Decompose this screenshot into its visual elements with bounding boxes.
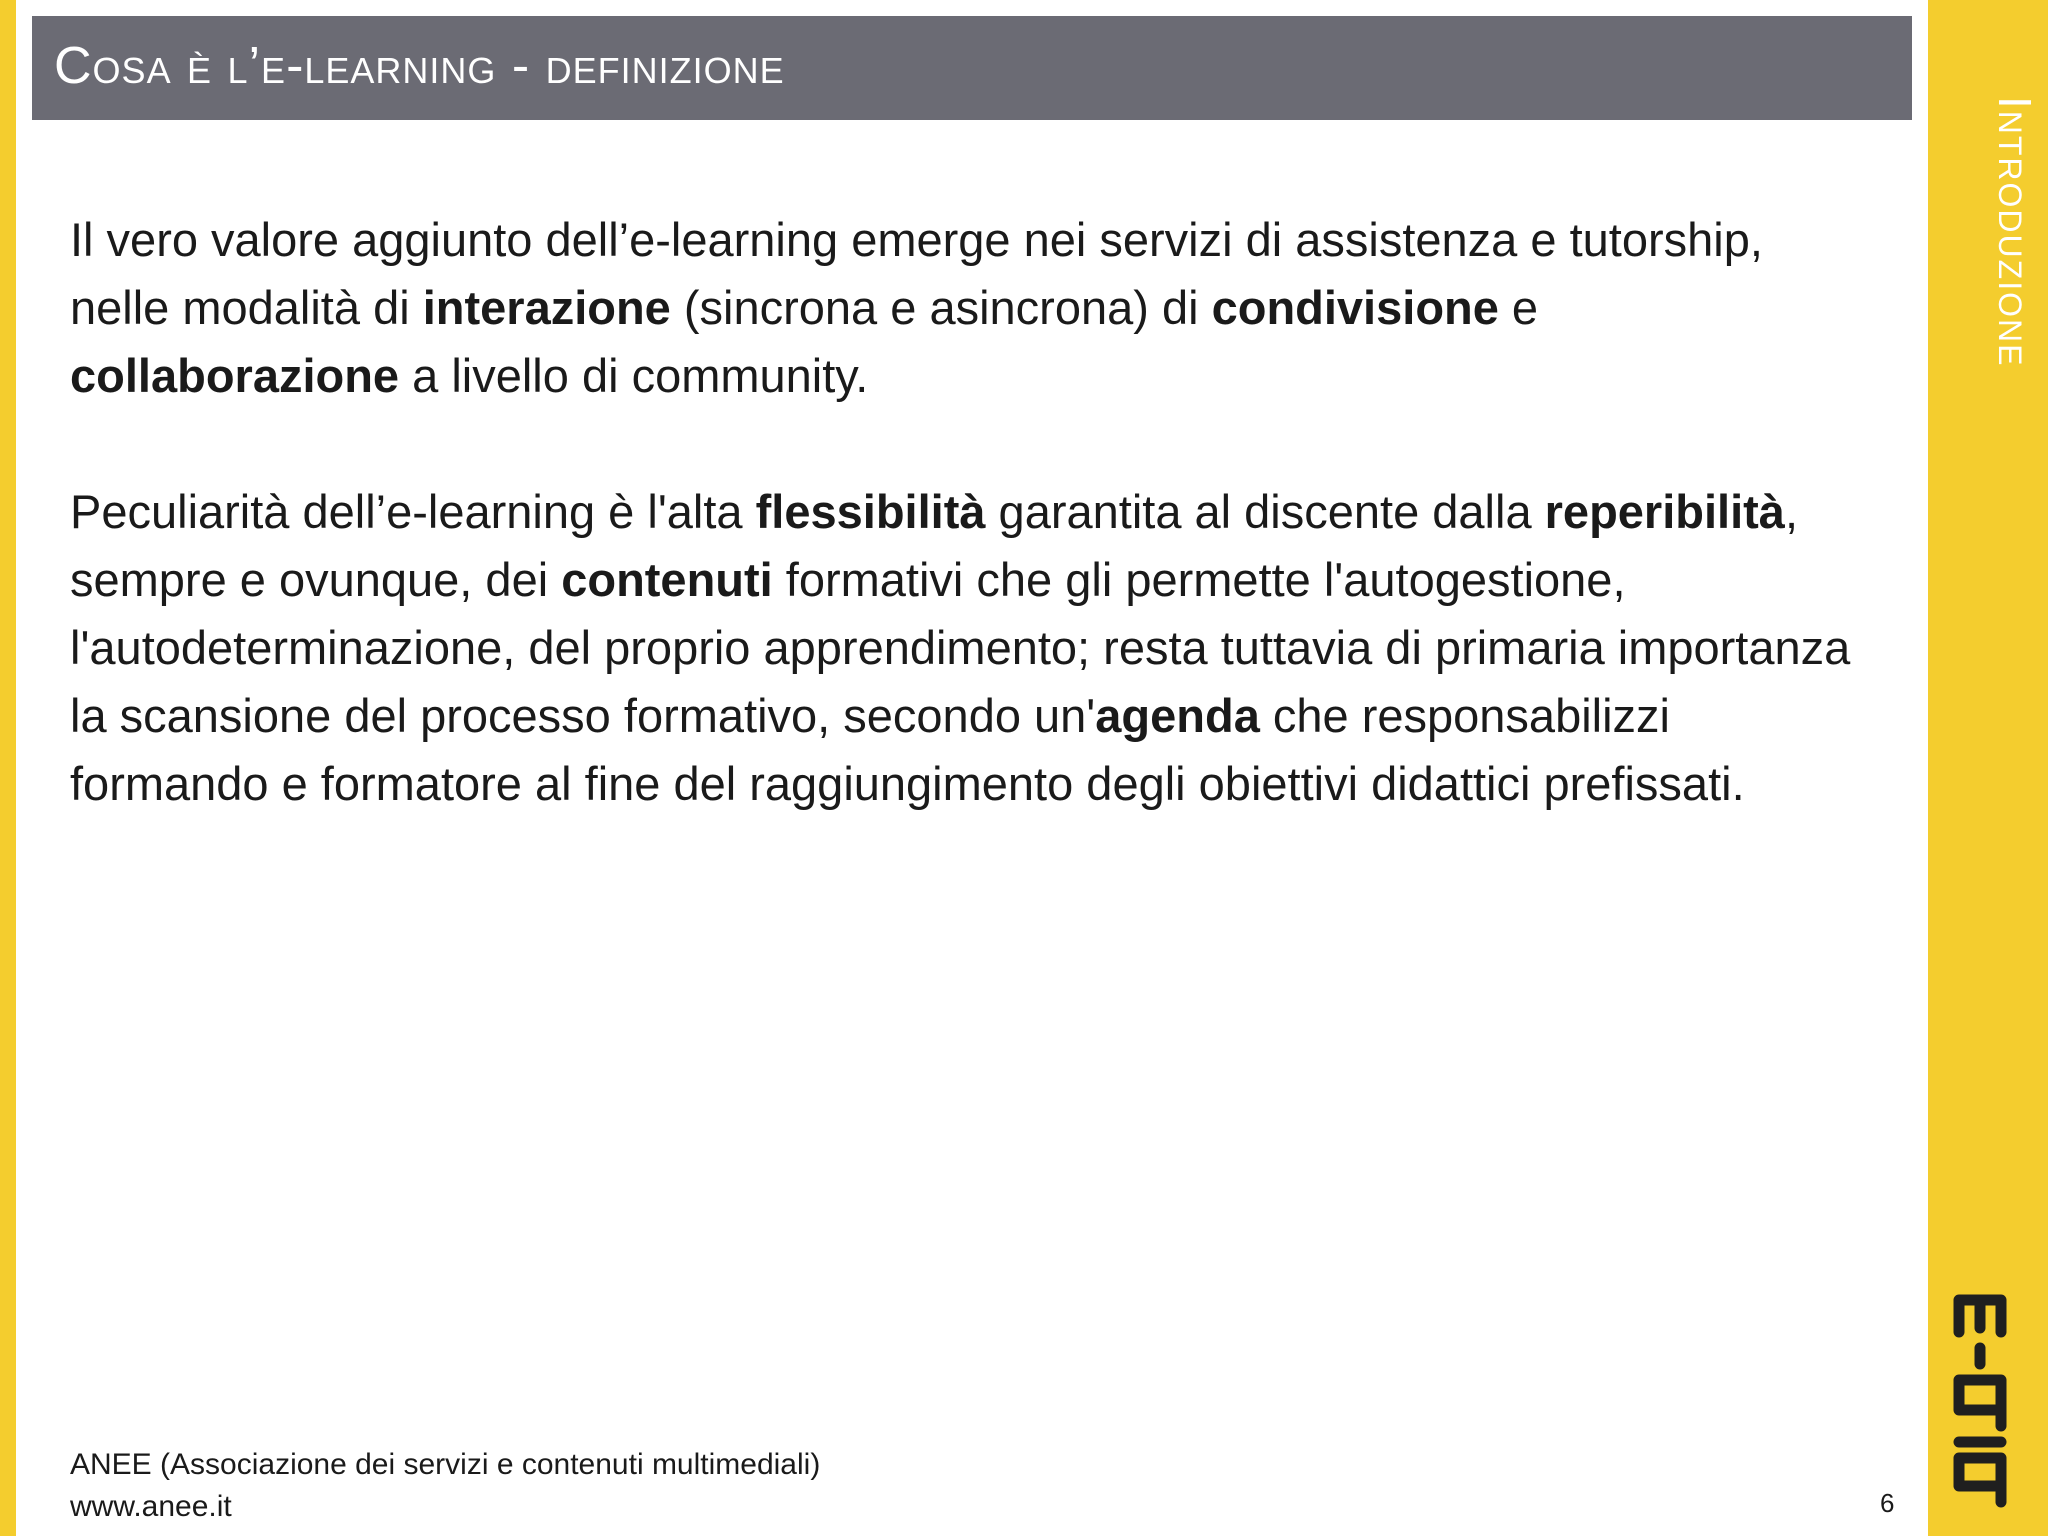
- bold-term: flessibilità: [755, 485, 986, 538]
- bold-term: condivisione: [1211, 281, 1499, 334]
- text-segment: a livello di community.: [399, 349, 869, 402]
- footer-organization: ANEE (Associazione dei servizi e contenuti multimediali): [70, 1448, 821, 1481]
- left-accent-strip: [0, 0, 16, 1536]
- text-segment: formativi che gli permette l'autogestione, l'autodeterminazione, del proprio apprendimento; resta tuttavia di primaria importanza la scansione del processo formativo, secondo un': [70, 553, 1851, 742]
- text-segment: che responsabilizzi formando e formatore al fine del raggiungimento degli obiettivi didattici prefissati.: [70, 689, 1745, 810]
- text-segment: , sempre e ovunque, dei: [70, 485, 1799, 606]
- page-number: 6: [1880, 1488, 1895, 1518]
- bold-term: contenuti: [561, 553, 773, 606]
- slide-body: [70, 206, 1870, 886]
- bold-term: collaborazione: [70, 349, 400, 402]
- title-bar: [32, 16, 1912, 120]
- e-dida-logo: [1945, 1280, 2015, 1520]
- bold-term: reperibilità: [1544, 485, 1785, 538]
- paragraph-value-added: [70, 206, 1870, 410]
- text-segment: Il vero valore aggiunto dell’e-learning emerge nei servizi di assistenza e tutorship, nelle modalità di: [70, 213, 1763, 334]
- bold-term: interazione: [422, 281, 671, 334]
- bold-term: agenda: [1095, 689, 1260, 742]
- text-segment: garantita al discente dalla: [985, 485, 1545, 538]
- text-segment: e: [1498, 281, 1539, 334]
- footer-website: www.anee.it: [70, 1490, 232, 1523]
- slide-title: Cosa è l’e-learning - definizione: [54, 37, 785, 95]
- footer: [70, 1444, 820, 1528]
- text-segment: (sincrona e asincrona) di: [670, 281, 1212, 334]
- text-segment: Peculiarità dell’e-learning è l'alta: [70, 485, 756, 538]
- paragraph-flexibility: [70, 478, 1870, 818]
- section-label: Introduzione: [1989, 96, 2041, 368]
